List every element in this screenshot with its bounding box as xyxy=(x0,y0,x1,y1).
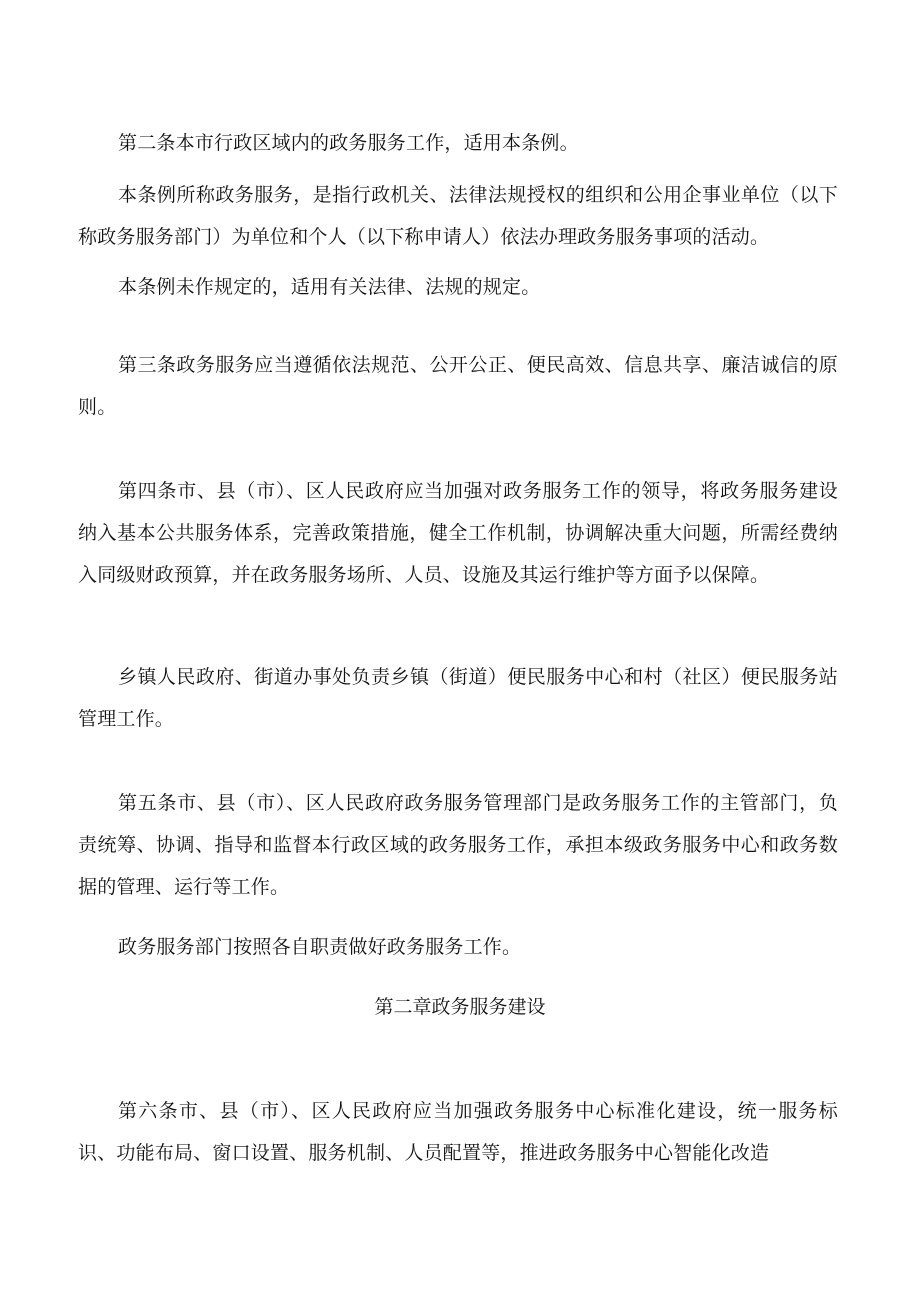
paragraph-article-2-supplement: 本条例未作规定的，适用有关法律、法规的规定。 xyxy=(118,276,541,298)
paragraph-article-2-definition: 本条例所称政务服务，是指行政机关、法律法规授权的组织和公用企事业单位（以下称政务服务部门）为单位和个人（以下称申请人）依法办理政务服务事项的活动。 xyxy=(78,184,838,248)
paragraph-article-5: 第五条市、县（市）、区人民政府政务服务管理部门是政务服务工作的主管部门，负责统筹、协调、指导和监督本行政区域的政务服务工作，承担本级政务服务中心和政务数据的管理、运行等工作。 xyxy=(78,792,838,898)
paragraph-article-4-township: 乡镇人民政府、街道办事处负责乡镇（街道）便民服务中心和村（社区）便民服务站管理工作。 xyxy=(78,666,838,730)
chapter-heading: 第二章政务服务建设 xyxy=(374,996,546,1018)
paragraph-article-4: 第四条市、县（市）、区人民政府应当加强对政务服务工作的领导，将政务服务建设纳入基本公共服务体系，完善政策措施，健全工作机制，协调解决重大问题，所需经费纳入同级财政预算，并在政务服务场所、人员、设施及其运行维护等方面予以保障。 xyxy=(78,480,838,586)
paragraph-article-5-departments: 政务服务部门按照各自职责做好政务服务工作。 xyxy=(118,936,522,958)
paragraph-article-3: 第三条政务服务应当遵循依法规范、公开公正、便民高效、信息共享、廉洁诚信的原则。 xyxy=(78,354,838,418)
paragraph-article-6: 第六条市、县（市）、区人民政府应当加强政务服务中心标准化建设，统一服务标识、功能布局、窗口设置、服务机制、人员配置等，推进政务服务中心智能化改造 xyxy=(78,1100,838,1164)
paragraph-article-2: 第二条本市行政区域内的政务服务工作，适用本条例。 xyxy=(118,132,579,154)
